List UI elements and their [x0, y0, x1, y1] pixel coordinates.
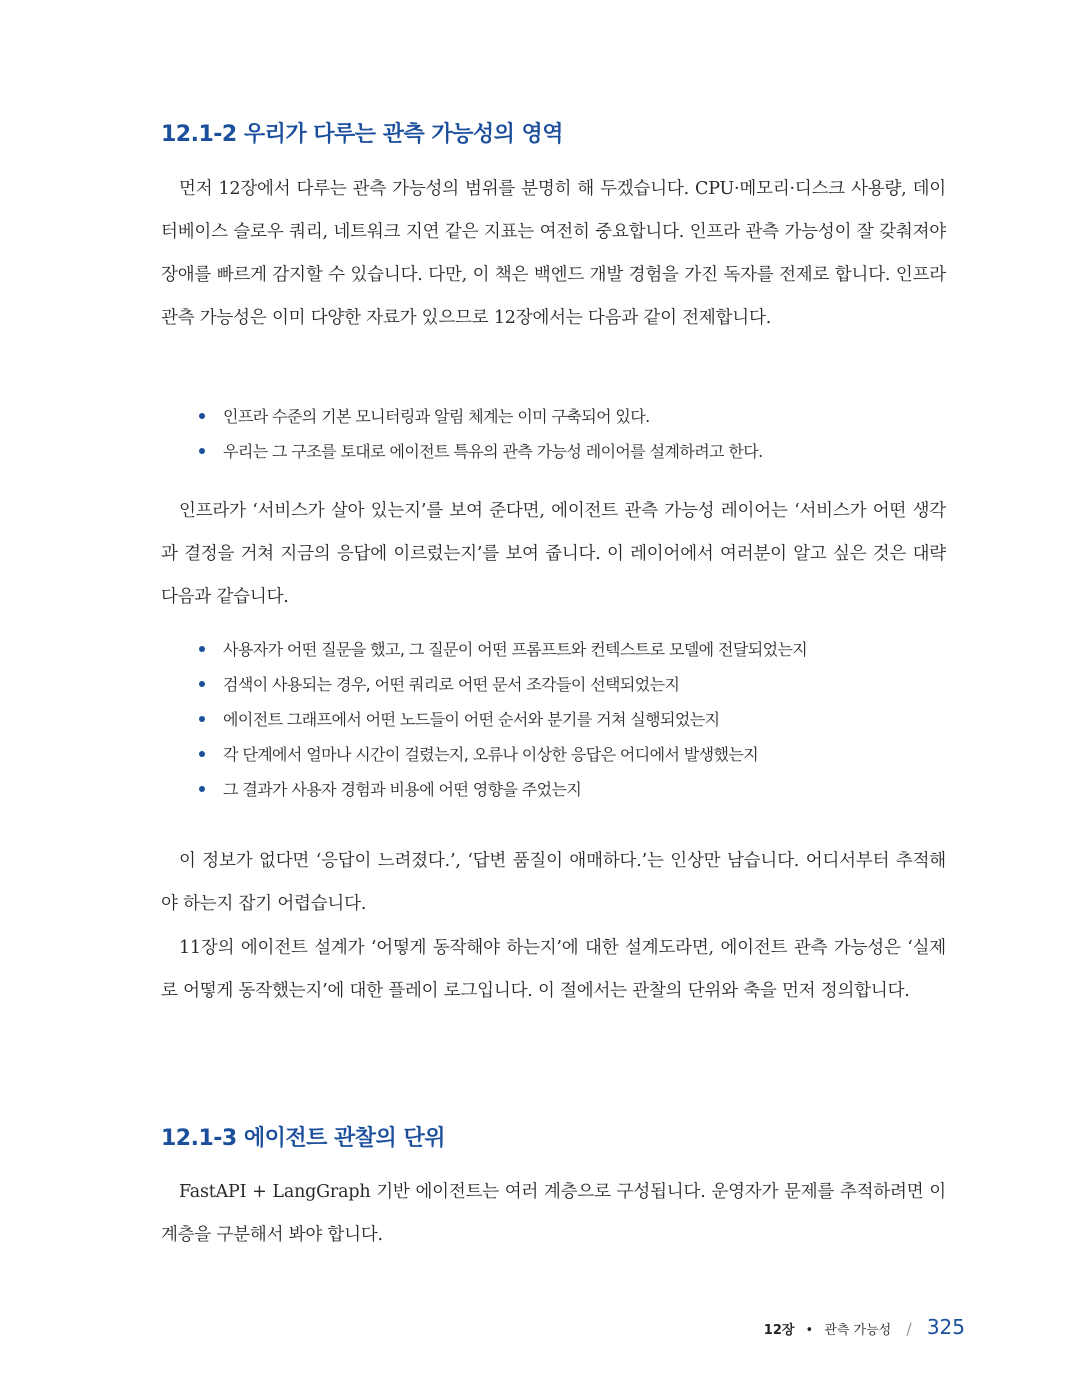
- footer-slash: /: [906, 1319, 912, 1338]
- list-item: 에이전트 그래프에서 어떤 노드들이 어떤 순서와 분기를 거쳐 실행되었는지: [199, 702, 807, 737]
- footer-chapter-title: 관측 가능성: [824, 1323, 892, 1338]
- paragraph: 인프라가 ‘서비스가 살아 있는지’를 보여 준다면, 에이전트 관측 가능성 레이어는 ‘서비스가 어떤 생각과 결정을 거쳐 지금의 응답에 이르렀는지’를 보여 줍니다. 이 레이어에서 여러분이 알고 싶은 것은 대략 다음과 같습니다.: [161, 501, 946, 607]
- footer-chapter: 12장: [763, 1323, 795, 1338]
- list-item: 사용자가 어떤 질문을 했고, 그 질문이 어떤 프롬프트와 컨텍스트로 모델에 전달되었는지: [199, 632, 807, 667]
- footer-separator: •: [805, 1323, 814, 1338]
- list-item: 우리는 그 구조를 토대로 에이전트 특유의 관측 가능성 레이어를 설계하려고 한다.: [199, 434, 763, 469]
- list-item: 각 단계에서 얼마나 시간이 걸렸는지, 오류나 이상한 응답은 어디에서 발생했는지: [199, 737, 807, 772]
- list-item: 그 결과가 사용자 경험과 비용에 어떤 영향을 주었는지: [199, 772, 807, 807]
- list-item: 인프라 수준의 기본 모니터링과 알림 체계는 이미 구축되어 있다.: [199, 399, 763, 434]
- list-item: 검색이 사용되는 경우, 어떤 쿼리로 어떤 문서 조각들이 선택되었는지: [199, 667, 807, 702]
- page-footer: [764, 1312, 965, 1342]
- paragraph: 11장의 에이전트 설계가 ‘어떻게 동작해야 하는지’에 대한 설계도라면, 에이전트 관측 가능성은 ‘실제로 어떻게 동작했는지’에 대한 플레이 로그입니다. 이 절에서는 관찰의 단위와 축을 먼저 정의합니다.: [161, 938, 946, 1001]
- paragraph: 이 정보가 없다면 ‘응답이 느려졌다.’, ‘답변 품질이 애매하다.’는 인상만 남습니다. 어디서부터 추적해야 하는지 잡기 어렵습니다.: [161, 851, 946, 914]
- bullet-list: [199, 399, 763, 469]
- paragraph: FastAPI + LangGraph 기반 에이전트는 여러 계층으로 구성됩니다. 운영자가 문제를 추적하려면 이 계층을 구분해서 봐야 합니다.: [161, 1182, 946, 1245]
- bullet-list: [199, 632, 807, 807]
- paragraph: 먼저 12장에서 다루는 관측 가능성의 범위를 분명히 해 두겠습니다. CPU·메모리·디스크 사용량, 데이터베이스 슬로우 쿼리, 네트워크 지연 같은 지표는 여전히 중요합니다. 인프라 관측 가능성이 잘 갖춰져야 장애를 빠르게 감지할 수 있습니다. 다만, 이 책은 백엔드 개발 경험을 가진 독자를 전제로 합니다. 인프라 관측 가능성은 이미 다양한 자료가 있으므로 12장에서는 다음과 같이 전제합니다.: [161, 179, 946, 328]
- section-heading-12-1-3: 12.1-3 에이전트 관찰의 단위: [161, 1126, 445, 1151]
- page-number: 325: [926, 1315, 965, 1339]
- section-heading-12-1-2: 12.1-2 우리가 다루는 관측 가능성의 영역: [161, 122, 564, 147]
